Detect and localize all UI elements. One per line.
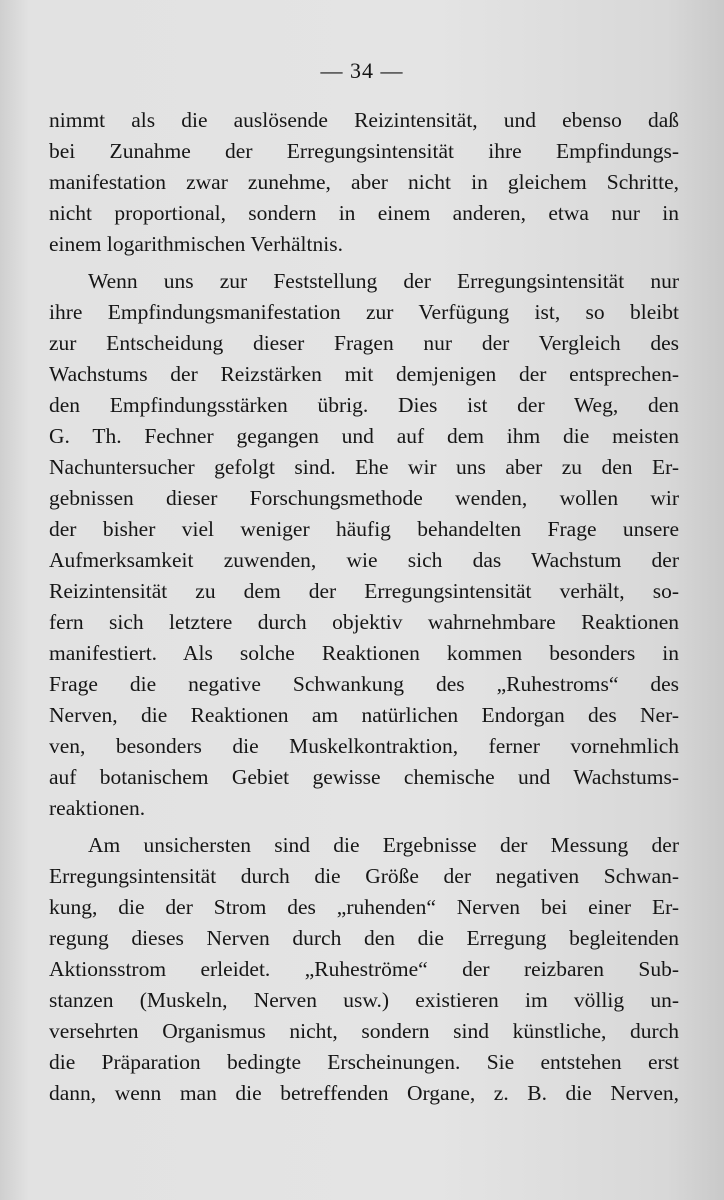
text-line: die Präparation bedingte Erscheinungen. Sie entstehen erst xyxy=(49,1050,679,1074)
paragraph xyxy=(49,830,679,1109)
text-line: ven, besonders die Muskelkontraktion, ferner vornehmlich xyxy=(49,734,679,758)
paragraph xyxy=(49,105,679,260)
page-number: — 34 — xyxy=(320,58,404,83)
text-line: reaktionen. xyxy=(49,796,146,820)
text-line: auf botanischem Gebiet gewisse chemische und Wachstums- xyxy=(49,765,679,789)
text-line: Nerven, die Reaktionen am natürlichen Endorgan des Ner- xyxy=(49,703,679,727)
text-line: manifestiert. Als solche Reaktionen kommen besonders in xyxy=(49,641,679,665)
text-line: bei Zunahme der Erregungsintensität ihre Empfindungs- xyxy=(49,139,679,163)
text-line: nimmt als die auslösende Reizintensität, und ebenso daß xyxy=(49,108,679,132)
text-line: ihre Empfindungsmanifestation zur Verfügung ist, so bleibt xyxy=(49,300,679,324)
text-line: Am unsichersten sind die Ergebnisse der Messung der xyxy=(88,833,679,857)
text-line: Erregungsintensität durch die Größe der negativen Schwan- xyxy=(49,864,679,888)
text-line: regung dieses Nerven durch den die Erregung begleitenden xyxy=(49,926,679,950)
text-line: Reizintensität zu dem der Erregungsintensität verhält, so- xyxy=(49,579,679,603)
text-line: kung, die der Strom des „ruhenden“ Nerven bei einer Er- xyxy=(49,895,679,919)
text-line: stanzen (Muskeln, Nerven usw.) existieren im völlig un- xyxy=(49,988,679,1012)
paragraph xyxy=(49,266,679,824)
text-line: manifestation zwar zunehme, aber nicht in gleichem Schritte, xyxy=(49,170,679,194)
text-line: zur Entscheidung dieser Fragen nur der Vergleich des xyxy=(49,331,679,355)
text-line: der bisher viel weniger häufig behandelten Frage unsere xyxy=(49,517,679,541)
text-line: Nachuntersucher gefolgt sind. Ehe wir uns aber zu den Er- xyxy=(49,455,679,479)
text-line: einem logarithmischen Verhältnis. xyxy=(49,232,343,256)
text-line: Aktionsstrom erleidet. „Ruheströme“ der reizbaren Sub- xyxy=(49,957,679,981)
text-line: Wenn uns zur Feststellung der Erregungsintensität nur xyxy=(88,269,679,293)
text-line: Aufmerksamkeit zuwenden, wie sich das Wachstum der xyxy=(49,548,679,572)
text-line: Wachstums der Reizstärken mit demjenigen der entsprechen- xyxy=(49,362,679,386)
text-line: Frage die negative Schwankung des „Ruhestroms“ des xyxy=(49,672,679,696)
text-line: den Empfindungsstärken übrig. Dies ist der Weg, den xyxy=(49,393,679,417)
text-line: fern sich letztere durch objektiv wahrnehmbare Reaktionen xyxy=(49,610,679,634)
text-line: G. Th. Fechner gegangen und auf dem ihm die meisten xyxy=(49,424,679,448)
text-line: versehrten Organismus nicht, sondern sind künstliche, durch xyxy=(49,1019,679,1043)
text-line: nicht proportional, sondern in einem anderen, etwa nur in xyxy=(49,201,679,225)
text-line: dann, wenn man die betreffenden Organe, z. B. die Nerven, xyxy=(49,1081,679,1105)
body-text xyxy=(49,105,679,1109)
text-line: gebnissen dieser Forschungsmethode wenden, wollen wir xyxy=(49,486,679,510)
